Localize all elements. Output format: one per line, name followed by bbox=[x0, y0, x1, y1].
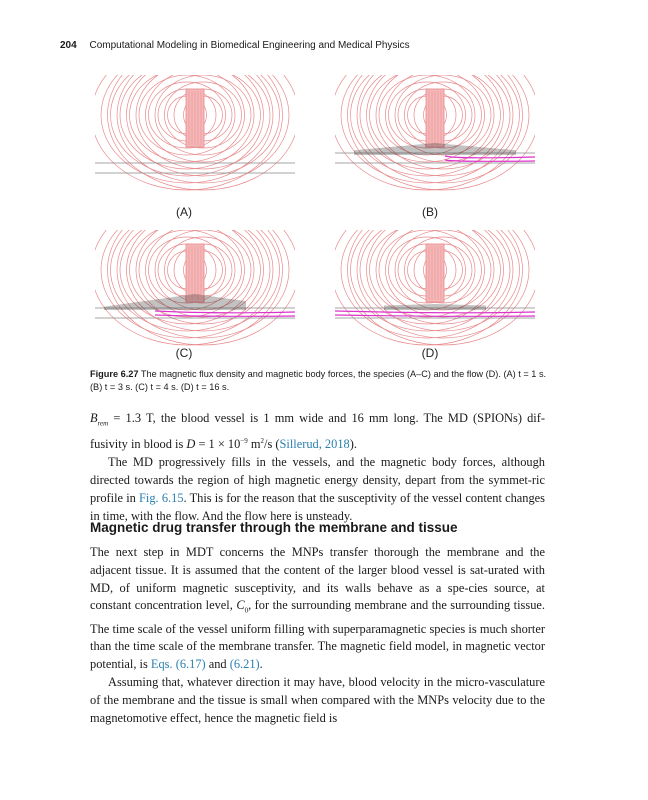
field-plot bbox=[95, 75, 295, 205]
figure-panel-c bbox=[95, 230, 295, 360]
para1-text-2: = 1 × 10 bbox=[195, 437, 241, 452]
figure-caption bbox=[90, 368, 555, 394]
paragraph-4: Assuming that, whatever direction it may have, blood velocity in the micro-vasculature of the membrane and the tissue is small when compared with the MNPs velocity due to the magnetomotive effect, hence the magnetic field is bbox=[90, 675, 545, 725]
exponent-1: −9 bbox=[240, 437, 248, 446]
para2-text-2: . This is for the reason that the susceptivity of the vessel content changes in time, with the flow. And the flow here is unsteady. bbox=[90, 490, 545, 523]
para3-text-2: , for the surrounding membrane and the surrounding tissue. The time scale of the vessel uniform filling with superparamagnetic species is much shorter than the time scale of the membrane transfer. The magnetic field model, in magnetic vector potential, is bbox=[90, 598, 545, 672]
exponent-2: 2 bbox=[260, 437, 264, 446]
panel-label-a: (A) bbox=[176, 205, 192, 219]
equation-ref-link-2[interactable]: (6.21) bbox=[229, 657, 260, 672]
paragraph-3 bbox=[90, 544, 545, 727]
running-title: Computational Modeling in Biomedical Engineering and Medical Physics bbox=[89, 40, 410, 51]
subscript-0: 0 bbox=[244, 606, 249, 615]
figure-caption-text: The magnetic flux density and magnetic body forces, the species (A–C) and the flow (D). (A) t = 1 s. (B) t = 3 s. (C) t = 4 s. (D) t = 16 s. bbox=[90, 369, 547, 392]
para1-text-5: ). bbox=[349, 437, 357, 452]
para3-text-3: and bbox=[205, 657, 230, 672]
flow-line bbox=[335, 311, 535, 313]
paragraph-1 bbox=[90, 410, 545, 525]
symbol-b: B bbox=[90, 411, 98, 425]
figure-ref-link[interactable]: Fig. 6.15 bbox=[139, 490, 184, 505]
para1-text-3: m bbox=[247, 437, 261, 452]
flow-line bbox=[335, 315, 535, 316]
para3-text-1: The next step in MDT concerns the MNPs transfer thorough the membrane and the adjacent tissue. It is assumed that the content of the larger blood vessel is sat-urated with MD, of uniform magnetic susceptivity, and its walls behave as a spe-cies source, at constant concentration level, bbox=[90, 545, 545, 613]
panel-label-c: (C) bbox=[175, 346, 193, 360]
page-number: 204 bbox=[60, 40, 77, 51]
para1-text-1: = 1.3 T, the blood vessel is 1 mm wide and 16 mm long. The MD (SPIONs) dif-fusivity in blood is bbox=[90, 411, 545, 452]
figure-label: Figure 6.27 bbox=[90, 369, 139, 379]
figure-panel-a bbox=[95, 75, 295, 205]
figure-panel-b bbox=[335, 75, 535, 205]
panel-label-b: (B) bbox=[422, 205, 438, 219]
symbol-d: D bbox=[186, 437, 196, 452]
field-plot bbox=[95, 230, 295, 360]
flow-line bbox=[445, 156, 535, 158]
subscript-rem: rem bbox=[97, 419, 109, 428]
figure-panel-d bbox=[335, 230, 535, 360]
paragraph-2 bbox=[90, 454, 545, 525]
field-plot bbox=[335, 230, 535, 360]
equation-ref-link-1[interactable]: Eqs. (6.17) bbox=[150, 657, 206, 672]
para2-text-1: The MD progressively fills in the vessels, and the magnetic body forces, although directed towards the region of high magnetic energy density, depart from the symmet-ric profile in bbox=[90, 455, 545, 505]
para3-text-4: . bbox=[259, 657, 263, 672]
field-plot bbox=[335, 75, 535, 205]
para1-text-4: /s ( bbox=[264, 437, 280, 452]
citation-link[interactable]: Sillerud, 2018 bbox=[279, 437, 350, 452]
running-header bbox=[60, 40, 410, 51]
section-heading: Magnetic drug transfer through the membrane and tissue bbox=[90, 520, 458, 535]
flow-line bbox=[155, 315, 295, 316]
panel-label-d: (D) bbox=[421, 346, 439, 360]
symbol-c: C bbox=[236, 598, 245, 613]
